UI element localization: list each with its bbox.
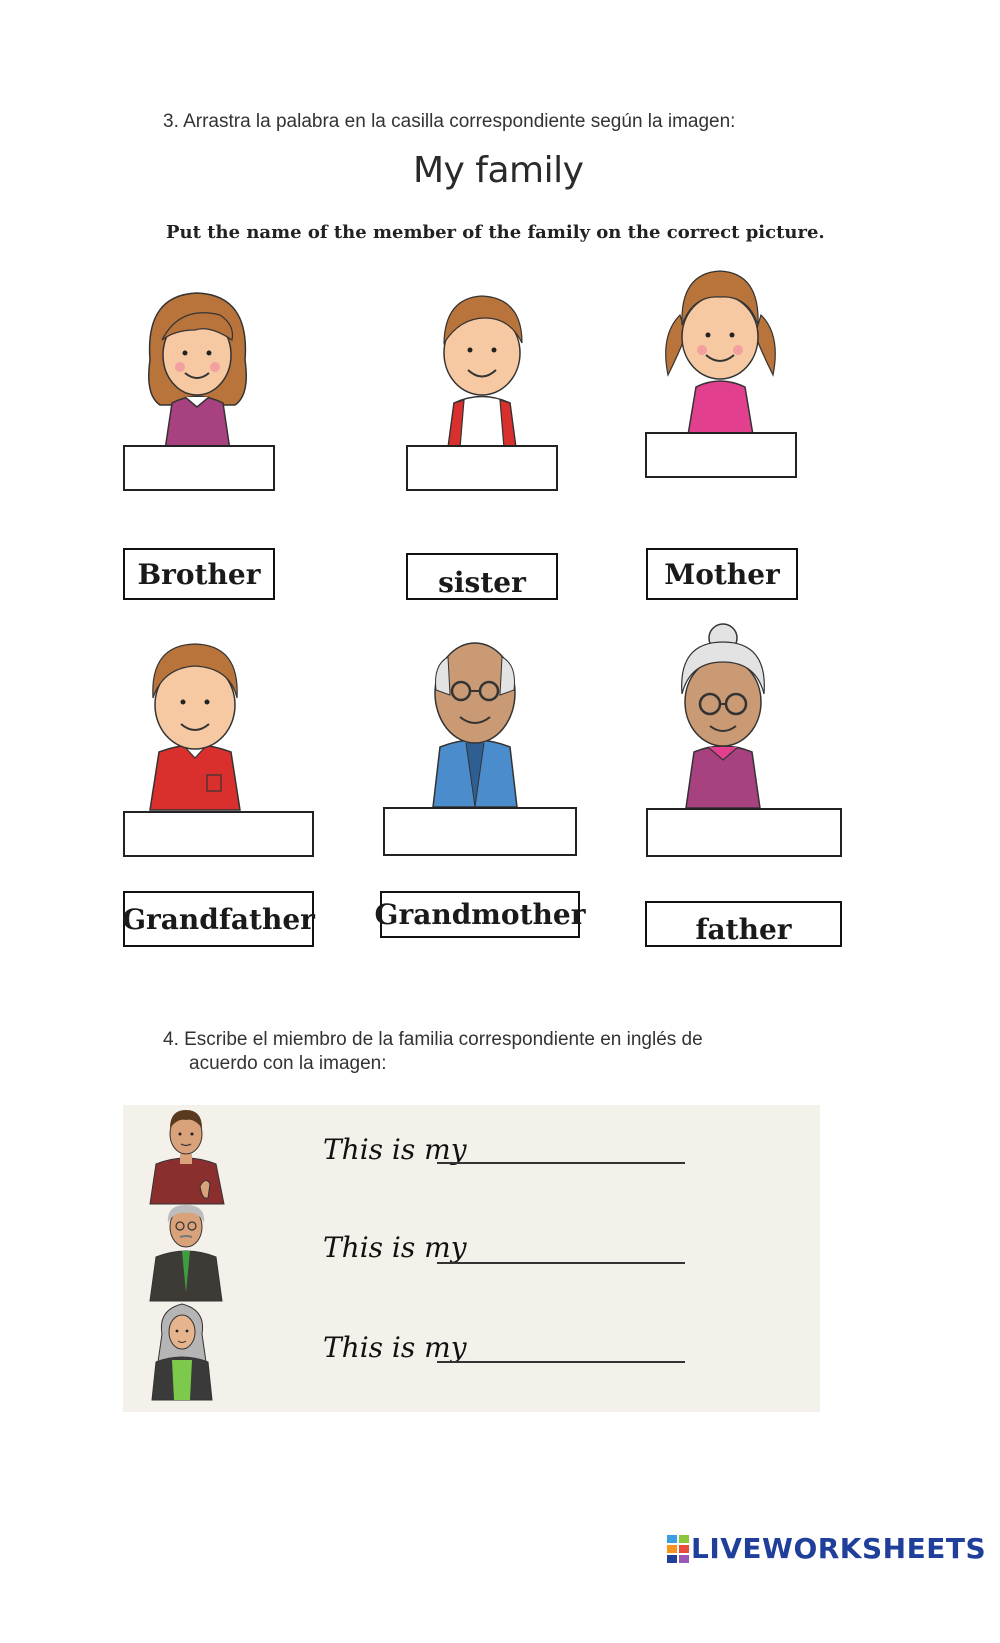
word-tile-grandmother[interactable]: Grandmother (380, 891, 580, 938)
word-tile-mother[interactable]: Mother (646, 548, 798, 600)
drop-box-1[interactable] (123, 445, 275, 491)
boy-red-shirt-picture (145, 640, 245, 810)
liveworksheets-logo (667, 1532, 986, 1565)
drop-box-5[interactable] (383, 807, 577, 856)
word-tile-father[interactable]: father (645, 901, 842, 947)
man-picture (148, 1106, 226, 1204)
old-man-picture (150, 1201, 222, 1301)
drop-box-3[interactable] (645, 432, 797, 478)
exercise-4-instruction-line1: 4. Escribe el miembro de la familia correspondiente en inglés de (163, 1029, 703, 1050)
drop-box-6[interactable] (646, 808, 842, 857)
word-tile-grandfather[interactable]: Grandfather (123, 891, 314, 947)
subtitle: Put the name of the member of the family on the correct picture. (166, 222, 825, 243)
exercise-3-instruction: 3. Arrastra la palabra en la casilla correspondiente según la imagen: (163, 111, 736, 132)
drop-box-4[interactable] (123, 811, 314, 857)
exercise-4-instruction-line2: acuerdo con la imagen: (189, 1053, 387, 1074)
phrase-1: This is my (323, 1133, 467, 1166)
woman-picture (152, 1300, 212, 1400)
grandfather-picture (428, 635, 523, 807)
drop-box-2[interactable] (406, 445, 558, 491)
girl-pigtails-picture (658, 265, 783, 435)
boy-picture (430, 288, 535, 448)
logo-text: LIVEWORKSHEETS (691, 1532, 987, 1565)
answer-line-3[interactable] (437, 1359, 685, 1363)
answer-line-1[interactable] (437, 1160, 685, 1164)
grandmother-picture (668, 622, 778, 808)
phrase-3: This is my (323, 1331, 467, 1364)
page-title: My family (413, 150, 584, 191)
word-tile-sister[interactable]: sister (406, 553, 558, 600)
logo-blocks-icon (667, 1535, 689, 1563)
girl-long-hair-picture (140, 285, 255, 450)
word-tile-brother[interactable]: Brother (123, 548, 275, 600)
exercise-4-panel (123, 1105, 820, 1412)
phrase-2: This is my (323, 1231, 467, 1264)
answer-line-2[interactable] (437, 1260, 685, 1264)
